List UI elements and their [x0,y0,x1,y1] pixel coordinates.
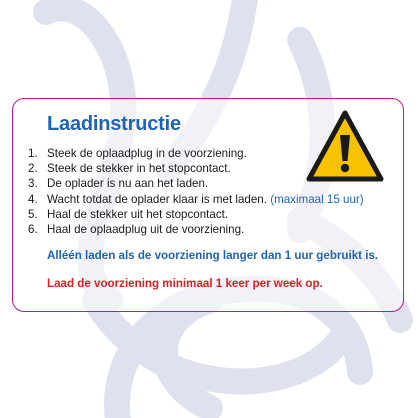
step-number: 1. [28,147,38,160]
list-item [13,207,364,222]
step-number: 3. [28,177,38,191]
step-text: Wacht totdat de oplader klaar is met laden. [47,192,271,206]
step-text: Steek de stekker in het stopcontact. [47,162,231,176]
step-text: Haal de stekker uit het stopcontact. [47,207,229,221]
card-title: Laadinstructie [47,113,181,135]
step-number: 5. [28,207,38,221]
step-text: Haal de oplaadplug uit de voorziening. [47,223,245,237]
step-number: 6. [28,223,38,237]
list-item [13,146,364,161]
step-number: 2. [28,162,38,176]
list-item [13,222,364,237]
list-item [13,192,364,207]
step-text: Steek de oplaadplug in de voorziening. [47,147,247,160]
instruction-card [12,98,404,312]
list-item [13,176,364,191]
step-number: 4. [28,192,38,206]
charge-frequency-note: Laad de voorziening minimaal 1 keer per week op. [47,277,323,290]
list-item [13,161,364,176]
step-highlight: (maximaal 15 uur) [270,192,364,206]
usage-note: Alléén laden als de voorziening langer dan 1 uur gebruikt is. [47,249,379,262]
step-list [13,146,364,237]
step-text: De oplader is nu aan het laden. [47,177,209,191]
